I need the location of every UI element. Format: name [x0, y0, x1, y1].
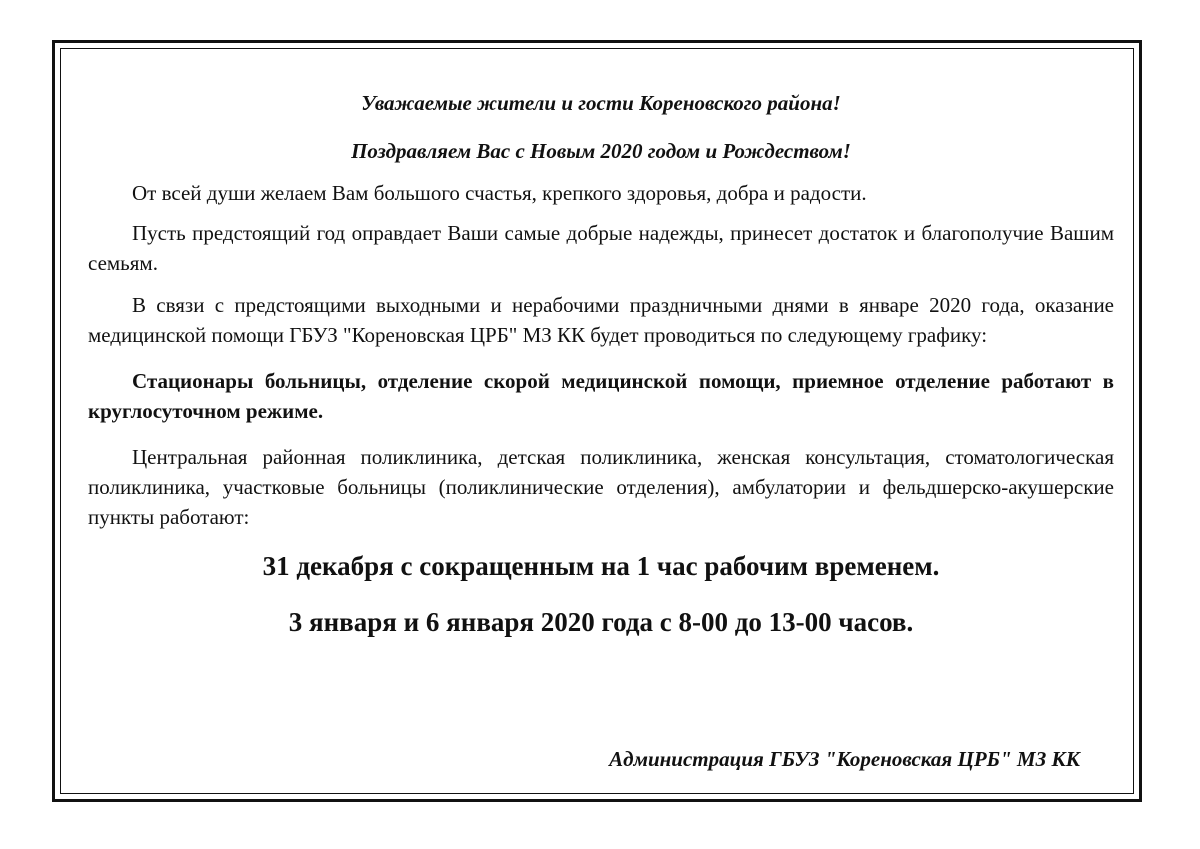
congratulations-heading: Поздравляем Вас с Новым 2020 годом и Рождеством! [351, 139, 851, 163]
notice-body [88, 82, 1114, 640]
signature: Администрация ГБУЗ "Кореновская ЦРБ" МЗ КК [609, 747, 1080, 771]
schedule-jan-3-6: 3 января и 6 января 2020 года с 8-00 до 13-00 часов. [288, 607, 914, 637]
hopes-paragraph: Пусть предстоящий год оправдает Ваши самые добрые надежды, принесет достаток и благополучие Вашим семьям. [88, 221, 1114, 275]
holiday-notice-paragraph: В связи с предстоящими выходными и нерабочими праздничными днями в январе 2020 года, оказание медицинской помощи ГБУЗ "Кореновская ЦРБ" МЗ КК будет проводиться по следующему графику: [88, 293, 1114, 347]
clinics-paragraph: Центральная районная поликлиника, детская поликлиника, женская консультация, стоматологическая поликлиника, участковые больницы (поликлинические отделения), амбулатории и фельдшерско-акушерские пункты работают: [88, 445, 1114, 529]
schedule-dec-31: 31 декабря с сокращенным на 1 час рабочим временем. [262, 551, 940, 581]
wishes-paragraph: От всей души желаем Вам большого счастья, крепкого здоровья, добра и радости. [132, 181, 867, 205]
round-the-clock-paragraph: Стационары больницы, отделение скорой медицинской помощи, приемное отделение работают в круглосуточном режиме. [88, 369, 1114, 423]
greeting-heading: Уважаемые жители и гости Кореновского района! [361, 91, 841, 115]
